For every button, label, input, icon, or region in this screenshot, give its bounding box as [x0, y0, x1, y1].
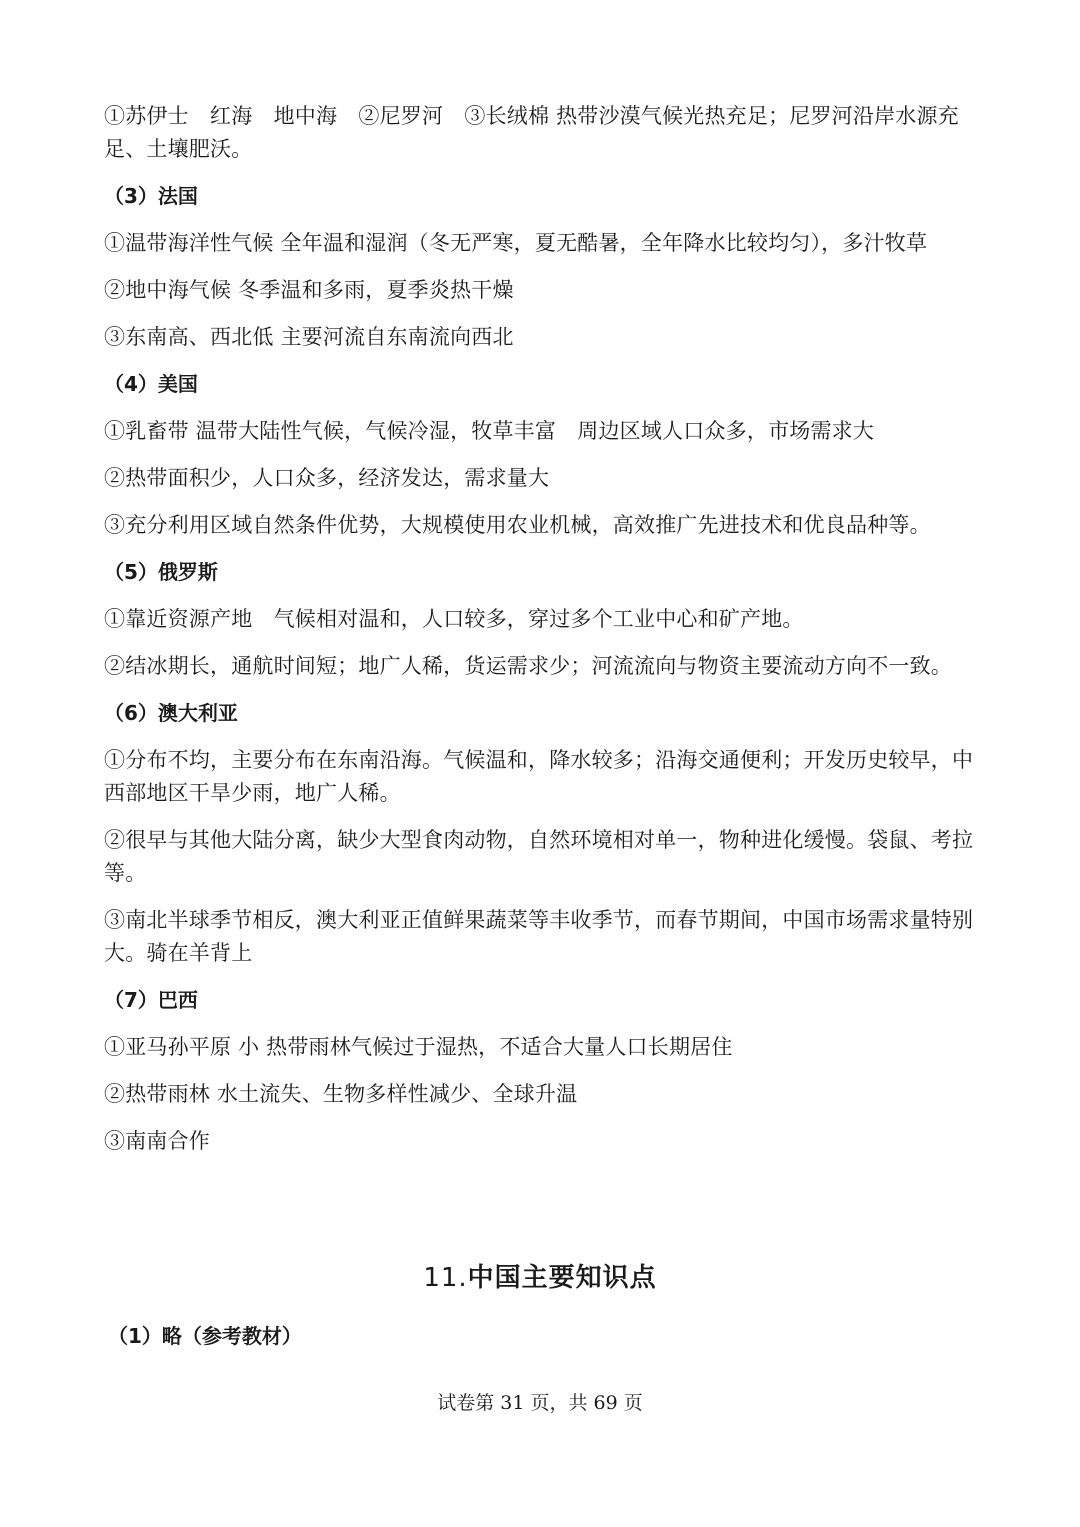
section-title	[0, 1258, 1080, 1298]
subsection-heading: （7）巴西	[104, 988, 198, 1012]
sub-heading: （1）略（参考教材）	[108, 1324, 302, 1348]
section-title-text: 中国主要知识点	[467, 1263, 657, 1293]
answer-paragraph: ③南南合作	[104, 1129, 210, 1153]
answer-content	[104, 100, 984, 1172]
answer-paragraph: ①温带海洋性气候 全年温和湿润（冬无严寒，夏无酷暑，全年降水比较均匀），多汁牧草	[104, 231, 928, 255]
subsection-heading: （6）澳大利亚	[104, 701, 238, 725]
answer-paragraph: ③南北半球季节相反，澳大利亚正值鲜果蔬菜等丰收季节，而春节期间，中国市场需求量特别大。骑在羊背上	[104, 908, 974, 965]
answer-paragraph: ③充分利用区域自然条件优势，大规模使用农业机械，高效推广先进技术和优良品种等。	[104, 513, 931, 537]
answer-paragraph: ①靠近资源产地 气候相对温和，人口较多，穿过多个工业中心和矿产地。	[104, 607, 804, 631]
answer-paragraph: ①苏伊士 红海 地中海 ②尼罗河 ③长绒棉 热带沙漠气候光热充足；尼罗河沿岸水源充足、土壤肥沃。	[104, 104, 959, 161]
answer-paragraph: ②结冰期长，通航时间短；地广人稀，货运需求少；河流流向与物资主要流动方向不一致。	[104, 654, 952, 678]
subsection-heading: （5）俄罗斯	[104, 560, 218, 584]
answer-paragraph: ②热带面积少，人口众多，经济发达，需求量大	[104, 466, 550, 490]
subsection-heading: （4）美国	[104, 372, 198, 396]
answer-paragraph: ③东南高、西北低 主要河流自东南流向西北	[104, 325, 514, 349]
subsection-heading: （3）法国	[104, 184, 198, 208]
section-number: 11.	[423, 1263, 468, 1293]
answer-paragraph: ①乳畜带 温带大陆性气候，气候冷湿，牧草丰富 周边区域人口众多，市场需求大	[104, 419, 875, 443]
answer-paragraph: ②热带雨林 水土流失、生物多样性减少、全球升温	[104, 1082, 578, 1106]
answer-paragraph: ①分布不均，主要分布在东南沿海。气候温和，降水较多；沿海交通便利；开发历史较早，中西部地区干旱少雨，地广人稀。	[104, 748, 974, 805]
answer-paragraph: ①亚马孙平原 小 热带雨林气候过于湿热，不适合大量人口长期居住	[104, 1035, 733, 1059]
answer-paragraph: ②很早与其他大陆分离，缺少大型食肉动物，自然环境相对单一，物种进化缓慢。袋鼠、考拉等。	[104, 828, 974, 885]
answer-paragraph: ②地中海气候 冬季温和多雨，夏季炎热干燥	[104, 278, 514, 302]
page-footer: 试卷第 31 页，共 69 页	[437, 1392, 643, 1414]
